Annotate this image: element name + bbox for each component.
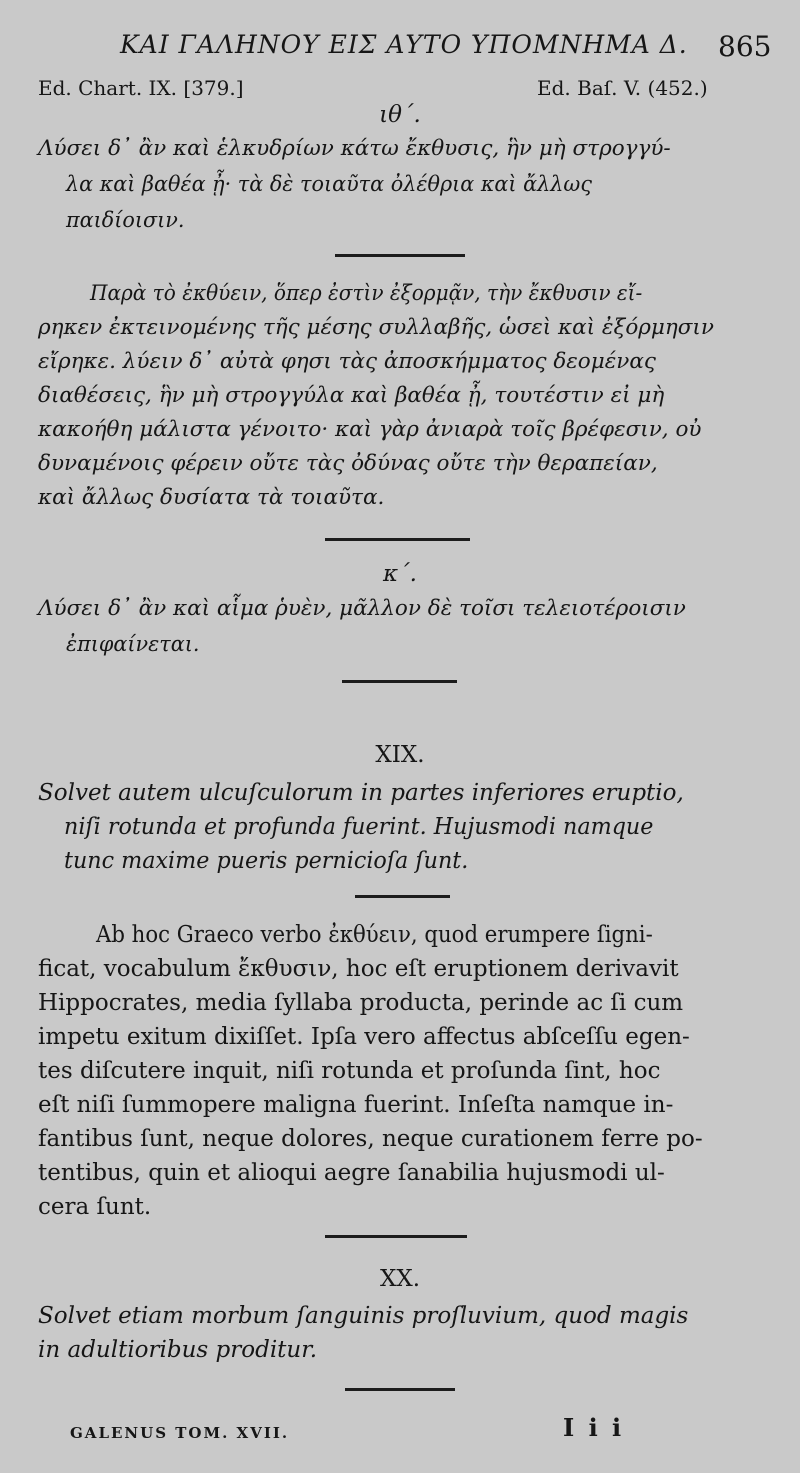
- divider: [325, 1235, 467, 1238]
- divider: [325, 538, 470, 541]
- page: ΚΑΙ ΓΑΛΗΝΟΥ ΕΙΣ ΑΥΤΟ ΥΠΟΜΝΗΜΑ Δ. 865 Ed. Chart. IX. [379.] Ed. Baſ. V. (452.) ιθ΄. Λύσει δ᾽ ἂν καὶ ἑλκυδρίων κάτω ἔκθυσις, ἣν μὴ στρογγύ- λα καὶ βαθέα ᾖ· τὰ δὲ τοιαῦτα ὀλέθρια καὶ ἄλλως παιδίοισιν. Παρὰ τὸ ἐκθύειν, ὅπερ ἐστὶν ἐξορμᾷν, τὴν ἔκθυσιν εἴ- ρηκεν ἐκτεινομένης τῆς μέσης συλλαβῆς, ὡσεὶ καὶ ἐξόρμησιν εἴρηκε. λύειν δ᾽ αὐτὰ φησι τὰς ἀποσκήμματος δεομένας διαθέσεις, ἣν μὴ στρογγύλα καὶ βαθέα ᾖ, τουτέστιν εἰ μὴ κακοήθη μάλιστα γένοιτο· καὶ γὰρ ἀνιαρὰ τοῖς βρέφεσιν, οὐ δυναμένοις φέρειν οὔτε τὰς ὀδύνας οὔτε τὴν θεραπείαν, καὶ ἄλλως δυσίατα τὰ τοιαῦτα. κ΄. Λύσει δ᾽ ἂν καὶ αἷμα ῥυὲν, μᾶλλον δὲ τοῖσι τελειοτέροισιν ἐπιφαίνεται. XIX. Solvet autem ulcuſculorum in partes inferiores eruptio, niſi rotunda et profunda fuerint. Hujusmodi namque tunc maxime pueris pernicioſa ſunt. Ab hoc Graeco verbo ἐκθύειν, quod erumpere ſigni- ficat, vocabulum ἔκθυσιν, hoc eſt eruptionem derivavit Hippocrates, media ſyllaba producta, perinde ac ſi cum impetu exitum dixiſſet. Ipſa vero affectus abſceſſu egen- tes diſcutere inquit, niſi rotunda et proſunda ſint, hoc eſt niſi ſummopere maligna fuerint. Inſeſta namque in- fantibus ſunt, neque dolores, neque curationem ferre po- tentibus, quin et alioqui aegre ſanabilia hujusmodi ul- cera ſunt. XX. Solvet etiam morbum ſanguinis proſluvium, quod magis in adultioribus proditur. GALENUS TOM. XVII. I i i: [0, 0, 800, 1473]
- page-number: 865: [718, 30, 772, 63]
- divider: [335, 254, 465, 257]
- edition-left: Ed. Chart. IX. [379.]: [38, 76, 244, 100]
- divider: [342, 680, 457, 683]
- running-title: ΚΑΙ ΓΑΛΗΝΟΥ ΕΙΣ ΑΥΤΟ ΥΠΟΜΝΗΜΑ Δ.: [120, 30, 688, 59]
- section-number-latin-19: XIX.: [375, 742, 425, 768]
- section-number-greek-20: κ΄.: [383, 561, 417, 587]
- edition-right: Ed. Baſ. V. (452.): [537, 76, 708, 100]
- section-number-greek-19: ιθ΄.: [379, 102, 421, 128]
- footer-signature-mark: I i i: [563, 1413, 625, 1442]
- divider: [355, 895, 450, 898]
- section-number-latin-20: XX.: [379, 1266, 421, 1292]
- footer-signature-left: GALENUS TOM. XVII.: [70, 1424, 290, 1442]
- divider: [345, 1388, 455, 1391]
